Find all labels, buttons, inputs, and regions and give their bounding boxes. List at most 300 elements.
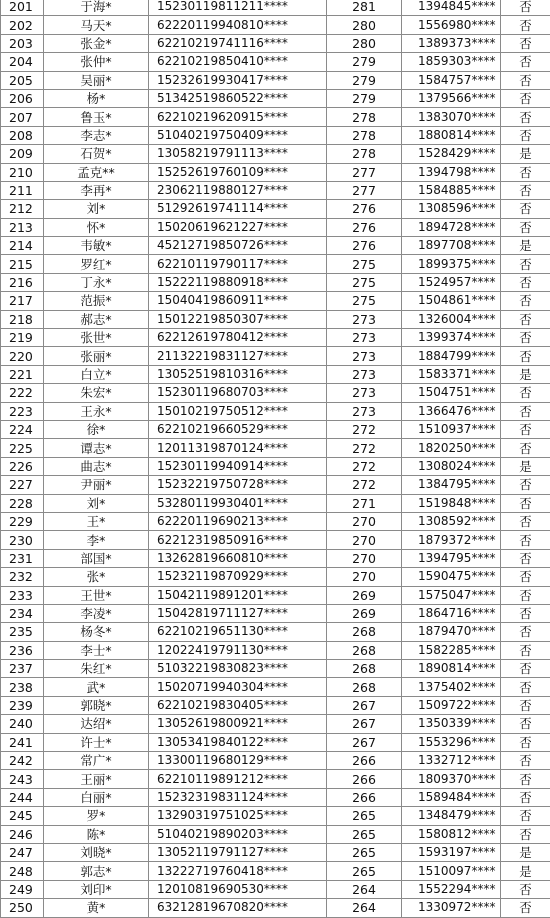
score-cell: 268: [327, 641, 402, 659]
id-number-cell: 15012219850307****: [149, 310, 327, 328]
phone-cell: 1584885****: [402, 181, 501, 199]
name-cell: 徐*: [44, 420, 149, 438]
score-cell: 265: [327, 825, 402, 843]
name-cell: 罗红*: [44, 255, 149, 273]
phone-cell: 1308596****: [402, 200, 501, 218]
row-number-cell: 248: [1, 862, 44, 880]
name-cell: 张*: [44, 568, 149, 586]
table-row: [1, 384, 550, 402]
name-cell: 常广*: [44, 752, 149, 770]
id-number-cell: 62210219660529****: [149, 420, 327, 438]
phone-cell: 1859303****: [402, 53, 501, 71]
table-row: [1, 347, 550, 365]
flag-cell: 否: [501, 255, 550, 273]
score-cell: 279: [327, 89, 402, 107]
flag-cell: 否: [501, 770, 550, 788]
phone-cell: 1383070****: [402, 108, 501, 126]
id-number-cell: 13300119680129****: [149, 752, 327, 770]
table-row: [1, 89, 550, 107]
id-number-cell: 21132219831127****: [149, 347, 327, 365]
name-cell: 王世*: [44, 586, 149, 604]
table-row: [1, 476, 550, 494]
score-cell: 268: [327, 678, 402, 696]
id-number-cell: 62210219651130****: [149, 623, 327, 641]
score-cell: 270: [327, 568, 402, 586]
flag-cell: 否: [501, 310, 550, 328]
flag-cell: 否: [501, 384, 550, 402]
row-number-cell: 228: [1, 494, 44, 512]
score-cell: 271: [327, 494, 402, 512]
phone-cell: 1510937****: [402, 420, 501, 438]
score-cell: 273: [327, 310, 402, 328]
row-number-cell: 240: [1, 715, 44, 733]
phone-cell: 1897708****: [402, 237, 501, 255]
phone-cell: 1584757****: [402, 71, 501, 89]
name-cell: 白丽*: [44, 788, 149, 806]
flag-cell: 否: [501, 16, 550, 34]
score-cell: 273: [327, 347, 402, 365]
phone-cell: 1552294****: [402, 880, 501, 898]
name-cell: 曲志*: [44, 457, 149, 475]
score-cell: 269: [327, 604, 402, 622]
table-row: [1, 770, 550, 788]
name-cell: 丁永*: [44, 273, 149, 291]
score-cell: 266: [327, 752, 402, 770]
table-row: [1, 899, 550, 917]
name-cell: 尹丽*: [44, 476, 149, 494]
phone-cell: 1553296****: [402, 733, 501, 751]
row-number-cell: 222: [1, 384, 44, 402]
flag-cell: 是: [501, 457, 550, 475]
row-number-cell: 241: [1, 733, 44, 751]
row-number-cell: 203: [1, 34, 44, 52]
table-row: [1, 807, 550, 825]
flag-cell: 否: [501, 420, 550, 438]
flag-cell: 否: [501, 71, 550, 89]
id-number-cell: 15020619621227****: [149, 218, 327, 236]
name-cell: 郝志*: [44, 310, 149, 328]
id-number-cell: 13052119791127****: [149, 843, 327, 861]
table-body: [1, 0, 550, 917]
id-number-cell: 13052619800921****: [149, 715, 327, 733]
name-cell: 刘晓*: [44, 843, 149, 861]
flag-cell: 是: [501, 843, 550, 861]
id-number-cell: 62210119790117****: [149, 255, 327, 273]
phone-cell: 1308592****: [402, 512, 501, 530]
flag-cell: 否: [501, 604, 550, 622]
score-cell: 275: [327, 292, 402, 310]
id-number-cell: 15040419860911****: [149, 292, 327, 310]
id-number-cell: 13262819660810****: [149, 549, 327, 567]
table-row: [1, 71, 550, 89]
flag-cell: 否: [501, 402, 550, 420]
score-cell: 276: [327, 237, 402, 255]
score-cell: 265: [327, 862, 402, 880]
score-cell: 266: [327, 788, 402, 806]
table-row: [1, 126, 550, 144]
table-row: [1, 163, 550, 181]
id-number-cell: 15230119680703****: [149, 384, 327, 402]
id-number-cell: 12011319870124****: [149, 439, 327, 457]
id-number-cell: 15042119891201****: [149, 586, 327, 604]
score-cell: 272: [327, 476, 402, 494]
score-cell: 281: [327, 0, 402, 16]
name-cell: 部国*: [44, 549, 149, 567]
table-row: [1, 439, 550, 457]
score-cell: 264: [327, 899, 402, 917]
id-number-cell: 12022419791130****: [149, 641, 327, 659]
table-row: [1, 623, 550, 641]
name-cell: 张丽*: [44, 347, 149, 365]
score-cell: 270: [327, 549, 402, 567]
phone-cell: 1510097****: [402, 862, 501, 880]
id-number-cell: 12010819690530****: [149, 880, 327, 898]
flag-cell: 否: [501, 623, 550, 641]
score-cell: 265: [327, 807, 402, 825]
table-row: [1, 788, 550, 806]
row-number-cell: 219: [1, 329, 44, 347]
row-number-cell: 238: [1, 678, 44, 696]
flag-cell: 否: [501, 494, 550, 512]
score-cell: 267: [327, 733, 402, 751]
row-number-cell: 210: [1, 163, 44, 181]
table-row: [1, 255, 550, 273]
table-row: [1, 862, 550, 880]
phone-cell: 1884799****: [402, 347, 501, 365]
flag-cell: 否: [501, 200, 550, 218]
row-number-cell: 209: [1, 145, 44, 163]
score-cell: 280: [327, 16, 402, 34]
score-cell: 278: [327, 126, 402, 144]
score-cell: 270: [327, 531, 402, 549]
row-number-cell: 230: [1, 531, 44, 549]
table-row: [1, 696, 550, 714]
table-row: [1, 549, 550, 567]
score-cell: 280: [327, 34, 402, 52]
row-number-cell: 235: [1, 623, 44, 641]
name-cell: 刘*: [44, 200, 149, 218]
phone-cell: 1348479****: [402, 807, 501, 825]
name-cell: 朱宏*: [44, 384, 149, 402]
flag-cell: 否: [501, 181, 550, 199]
phone-cell: 1384795****: [402, 476, 501, 494]
name-cell: 张世*: [44, 329, 149, 347]
name-cell: 谭志*: [44, 439, 149, 457]
phone-cell: 1399374****: [402, 329, 501, 347]
table-row: [1, 0, 550, 16]
name-cell: 郭晓*: [44, 696, 149, 714]
id-number-cell: 62212319850916****: [149, 531, 327, 549]
score-cell: 267: [327, 696, 402, 714]
phone-cell: 1350339****: [402, 715, 501, 733]
row-number-cell: 206: [1, 89, 44, 107]
table-row: [1, 108, 550, 126]
row-number-cell: 225: [1, 439, 44, 457]
name-cell: 杨*: [44, 89, 149, 107]
name-cell: 朱红*: [44, 660, 149, 678]
name-cell: 刘印*: [44, 880, 149, 898]
table-row: [1, 715, 550, 733]
score-cell: 278: [327, 145, 402, 163]
row-number-cell: 243: [1, 770, 44, 788]
name-cell: 黄*: [44, 899, 149, 917]
id-number-cell: 15230119940914****: [149, 457, 327, 475]
name-cell: 于海*: [44, 0, 149, 16]
flag-cell: 否: [501, 53, 550, 71]
name-cell: 马天*: [44, 16, 149, 34]
row-number-cell: 227: [1, 476, 44, 494]
flag-cell: 否: [501, 788, 550, 806]
id-number-cell: 62220119940810****: [149, 16, 327, 34]
score-cell: 276: [327, 200, 402, 218]
table-row: [1, 292, 550, 310]
row-number-cell: 226: [1, 457, 44, 475]
id-number-cell: 15222119880918****: [149, 273, 327, 291]
table-row: [1, 34, 550, 52]
flag-cell: 是: [501, 365, 550, 383]
phone-cell: 1528429****: [402, 145, 501, 163]
table-row: [1, 752, 550, 770]
flag-cell: 否: [501, 641, 550, 659]
table-row: [1, 660, 550, 678]
name-cell: 武*: [44, 678, 149, 696]
phone-cell: 1509722****: [402, 696, 501, 714]
id-number-cell: 51040219890203****: [149, 825, 327, 843]
phone-cell: 1394845****: [402, 0, 501, 16]
flag-cell: 否: [501, 586, 550, 604]
flag-cell: 否: [501, 126, 550, 144]
table-row: [1, 237, 550, 255]
flag-cell: 否: [501, 439, 550, 457]
phone-cell: 1890814****: [402, 660, 501, 678]
flag-cell: 否: [501, 715, 550, 733]
row-number-cell: 239: [1, 696, 44, 714]
phone-cell: 1879372****: [402, 531, 501, 549]
score-cell: 268: [327, 623, 402, 641]
row-number-cell: 223: [1, 402, 44, 420]
name-cell: 王*: [44, 512, 149, 530]
name-cell: 张金*: [44, 34, 149, 52]
flag-cell: 否: [501, 108, 550, 126]
table-row: [1, 365, 550, 383]
table-row: [1, 402, 550, 420]
id-number-cell: 15252619760109****: [149, 163, 327, 181]
name-cell: 韦敏*: [44, 237, 149, 255]
score-cell: 273: [327, 402, 402, 420]
id-number-cell: 15042819711127****: [149, 604, 327, 622]
phone-cell: 1583371****: [402, 365, 501, 383]
phone-cell: 1580812****: [402, 825, 501, 843]
row-number-cell: 234: [1, 604, 44, 622]
phone-cell: 1504751****: [402, 384, 501, 402]
phone-cell: 1375402****: [402, 678, 501, 696]
table-row: [1, 145, 550, 163]
table-row: [1, 457, 550, 475]
name-cell: 范振*: [44, 292, 149, 310]
id-number-cell: 51292619741114****: [149, 200, 327, 218]
flag-cell: 否: [501, 880, 550, 898]
name-cell: 杨冬*: [44, 623, 149, 641]
phone-cell: 1504861****: [402, 292, 501, 310]
table-row: [1, 586, 550, 604]
flag-cell: 否: [501, 807, 550, 825]
flag-cell: 否: [501, 696, 550, 714]
table-row: [1, 273, 550, 291]
flag-cell: 否: [501, 512, 550, 530]
id-number-cell: 62210219850410****: [149, 53, 327, 71]
phone-cell: 1366476****: [402, 402, 501, 420]
phone-cell: 1582285****: [402, 641, 501, 659]
flag-cell: 否: [501, 218, 550, 236]
id-number-cell: 15232119870929****: [149, 568, 327, 586]
row-number-cell: 232: [1, 568, 44, 586]
row-number-cell: 208: [1, 126, 44, 144]
row-number-cell: 242: [1, 752, 44, 770]
phone-cell: 1394798****: [402, 163, 501, 181]
score-cell: 273: [327, 384, 402, 402]
phone-cell: 1308024****: [402, 457, 501, 475]
name-cell: 张仲*: [44, 53, 149, 71]
id-number-cell: 15020719940304****: [149, 678, 327, 696]
score-cell: 275: [327, 273, 402, 291]
phone-cell: 1880814****: [402, 126, 501, 144]
row-number-cell: 236: [1, 641, 44, 659]
table-row: [1, 843, 550, 861]
flag-cell: 否: [501, 163, 550, 181]
row-number-cell: 245: [1, 807, 44, 825]
phone-cell: 1589484****: [402, 788, 501, 806]
table-row: [1, 200, 550, 218]
id-number-cell: 62210219620915****: [149, 108, 327, 126]
row-number-cell: 224: [1, 420, 44, 438]
table-row: [1, 604, 550, 622]
table-row: [1, 420, 550, 438]
name-cell: 吴丽*: [44, 71, 149, 89]
score-cell: 272: [327, 457, 402, 475]
score-cell: 272: [327, 420, 402, 438]
row-number-cell: 216: [1, 273, 44, 291]
row-number-cell: 202: [1, 16, 44, 34]
phone-cell: 1864716****: [402, 604, 501, 622]
phone-cell: 1379566****: [402, 89, 501, 107]
flag-cell: 否: [501, 733, 550, 751]
table-row: [1, 310, 550, 328]
name-cell: 白立*: [44, 365, 149, 383]
score-cell: 277: [327, 163, 402, 181]
score-cell: 277: [327, 181, 402, 199]
row-number-cell: 233: [1, 586, 44, 604]
phone-cell: 1326004****: [402, 310, 501, 328]
phone-cell: 1519848****: [402, 494, 501, 512]
row-number-cell: 246: [1, 825, 44, 843]
row-number-cell: 218: [1, 310, 44, 328]
name-cell: 李凌*: [44, 604, 149, 622]
row-number-cell: 214: [1, 237, 44, 255]
score-cell: 265: [327, 843, 402, 861]
flag-cell: 否: [501, 660, 550, 678]
id-number-cell: 62210219830405****: [149, 696, 327, 714]
row-number-cell: 212: [1, 200, 44, 218]
flag-cell: 是: [501, 862, 550, 880]
flag-cell: 否: [501, 292, 550, 310]
score-cell: 279: [327, 53, 402, 71]
id-number-cell: 62210119891212****: [149, 770, 327, 788]
score-cell: 278: [327, 108, 402, 126]
score-cell: 264: [327, 880, 402, 898]
id-number-cell: 63212819670820****: [149, 899, 327, 917]
name-cell: 王永*: [44, 402, 149, 420]
phone-cell: 1575047****: [402, 586, 501, 604]
score-cell: 267: [327, 715, 402, 733]
row-number-cell: 249: [1, 880, 44, 898]
table-row: [1, 678, 550, 696]
table-row: [1, 568, 550, 586]
id-number-cell: 23062119880127****: [149, 181, 327, 199]
flag-cell: 否: [501, 347, 550, 365]
row-number-cell: 231: [1, 549, 44, 567]
name-cell: 石贺*: [44, 145, 149, 163]
id-number-cell: 13058219791113****: [149, 145, 327, 163]
flag-cell: 否: [501, 273, 550, 291]
score-cell: 273: [327, 329, 402, 347]
phone-cell: 1899375****: [402, 255, 501, 273]
table-row: [1, 329, 550, 347]
name-cell: 怀*: [44, 218, 149, 236]
row-number-cell: 247: [1, 843, 44, 861]
table-row: [1, 825, 550, 843]
name-cell: 罗*: [44, 807, 149, 825]
name-cell: 郭志*: [44, 862, 149, 880]
flag-cell: 否: [501, 825, 550, 843]
id-number-cell: 62212619780412****: [149, 329, 327, 347]
row-number-cell: 244: [1, 788, 44, 806]
name-cell: 李士*: [44, 641, 149, 659]
flag-cell: 否: [501, 89, 550, 107]
flag-cell: 否: [501, 0, 550, 16]
name-cell: 李志*: [44, 126, 149, 144]
flag-cell: 是: [501, 145, 550, 163]
flag-cell: 否: [501, 568, 550, 586]
name-cell: 鲁玉*: [44, 108, 149, 126]
id-number-cell: 13290319751025****: [149, 807, 327, 825]
flag-cell: 是: [501, 237, 550, 255]
row-number-cell: 221: [1, 365, 44, 383]
name-cell: 达绍*: [44, 715, 149, 733]
score-cell: 269: [327, 586, 402, 604]
score-cell: 275: [327, 255, 402, 273]
name-cell: 许士*: [44, 733, 149, 751]
id-number-cell: 15232219750728****: [149, 476, 327, 494]
id-number-cell: 51040219750409****: [149, 126, 327, 144]
flag-cell: 否: [501, 476, 550, 494]
row-number-cell: 220: [1, 347, 44, 365]
name-cell: 孟克**: [44, 163, 149, 181]
table-row: [1, 16, 550, 34]
phone-cell: 1556980****: [402, 16, 501, 34]
row-number-cell: 204: [1, 53, 44, 71]
score-cell: 266: [327, 770, 402, 788]
phone-cell: 1389373****: [402, 34, 501, 52]
id-number-cell: 13222719760418****: [149, 862, 327, 880]
flag-cell: 否: [501, 34, 550, 52]
row-number-cell: 229: [1, 512, 44, 530]
id-number-cell: 51342519860522****: [149, 89, 327, 107]
id-number-cell: 62210219741116****: [149, 34, 327, 52]
row-number-cell: 237: [1, 660, 44, 678]
id-number-cell: 15232619930417****: [149, 71, 327, 89]
table-row: [1, 53, 550, 71]
id-number-cell: 15010219750512****: [149, 402, 327, 420]
